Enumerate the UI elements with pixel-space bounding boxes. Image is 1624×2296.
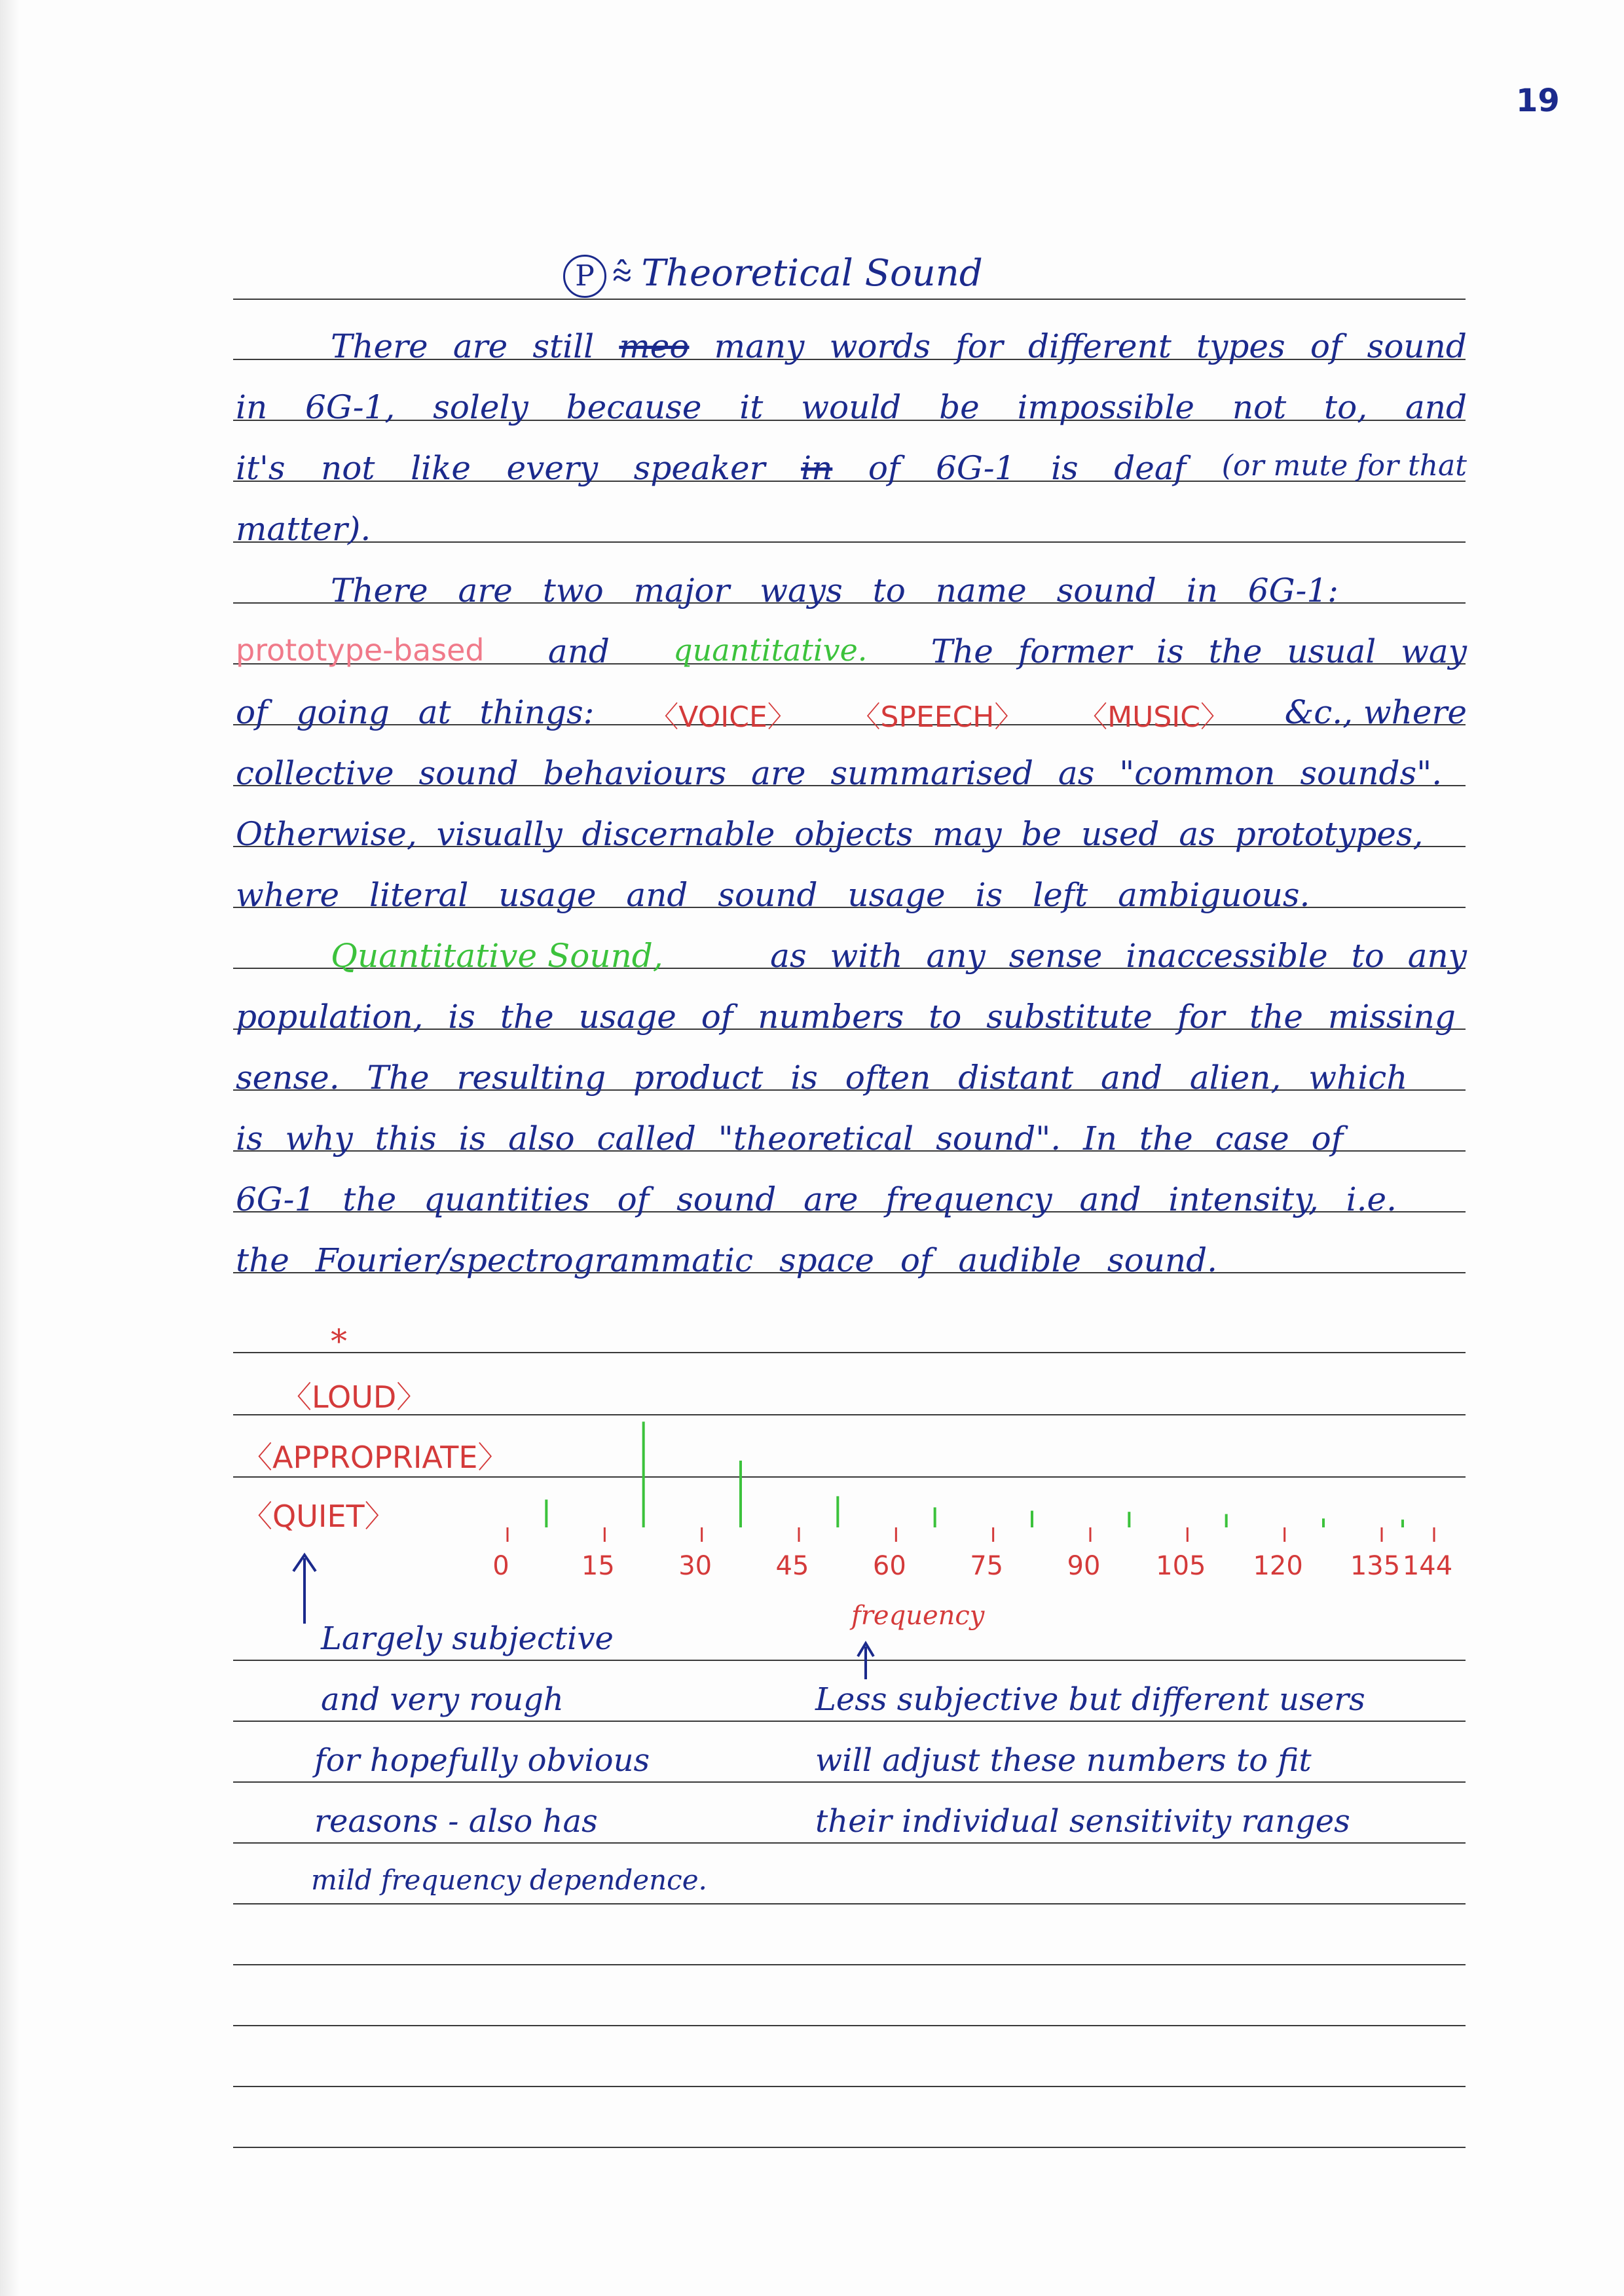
word: for: [955, 327, 1003, 365]
tick-label: 135: [1350, 1551, 1401, 1581]
p3-line-2-text: population, is the usage of numbers to substitute for the missing: [236, 998, 1456, 1036]
ruled-line: [233, 1352, 1466, 1353]
page-number: 19: [1516, 82, 1560, 119]
p3-line-1: [331, 937, 1467, 975]
p2-line-4-text: collective sound behaviours are summarised as "common sounds".: [236, 754, 1443, 792]
p3-line-6: [236, 1241, 1467, 1279]
level-appropriate: 〈APPROPRIATE〉: [242, 1440, 508, 1475]
struck-word: meo: [619, 327, 690, 365]
p3-line-3-text: sense. The resulting product is often distant and alien, which: [236, 1059, 1408, 1097]
word: sound: [1367, 327, 1467, 365]
scan-shadow: [0, 0, 20, 2296]
word: every: [506, 449, 599, 487]
word: (or mute for that: [1221, 449, 1467, 483]
tag-voice: 〈VOICE〉: [650, 701, 796, 734]
word: and: [1405, 388, 1467, 426]
ruled-line: [233, 2086, 1466, 2087]
word: it: [739, 388, 764, 426]
tick-label: 90: [1067, 1551, 1101, 1581]
ruled-line: [233, 1964, 1466, 1965]
word: 6G-1,: [305, 388, 396, 426]
word: still: [532, 327, 595, 365]
p2-line-5-text: Otherwise, visually discernable objects may be used as prototypes,: [236, 815, 1424, 853]
tick-label: 15: [581, 1551, 615, 1581]
p2-line-5: [236, 815, 1467, 853]
p1-line-3: [236, 449, 1467, 487]
ruled-line: [233, 1721, 1466, 1722]
ruled-line: [233, 2147, 1466, 2148]
word: impossible: [1017, 388, 1194, 426]
p2-line-6: [236, 876, 1467, 914]
p3-line-4-text: is why this is also called "theoretical sound". In the case of: [236, 1120, 1344, 1157]
left-note-line-5: mild frequency dependence.: [311, 1864, 707, 1896]
ruled-line: [233, 299, 1466, 300]
word: and: [547, 632, 610, 670]
asterisk-mark: *: [331, 1322, 347, 1360]
levels-arrow-head: [293, 1555, 316, 1571]
word: are: [452, 327, 508, 365]
term-quantitative: quantitative.: [673, 632, 868, 668]
section-marker-triangle: ⩯: [612, 253, 633, 294]
p3-line-4: [236, 1120, 1467, 1157]
level-loud: 〈LOUD〉: [282, 1379, 427, 1415]
p2-line-3: [236, 693, 1467, 735]
word: not: [1232, 388, 1287, 426]
word: deaf: [1114, 449, 1187, 487]
right-note-line-3: their individual sensitivity ranges: [815, 1803, 1350, 1840]
tick-label: 144: [1402, 1551, 1453, 1581]
ruled-line: [233, 1660, 1466, 1661]
p3-line-2: [236, 998, 1467, 1036]
ruled-line: [233, 2025, 1466, 2026]
word: not: [321, 449, 375, 487]
word: to,: [1324, 388, 1368, 426]
word: of: [1310, 327, 1342, 365]
axis-label-frequency: frequency: [851, 1601, 985, 1631]
tick-label: 30: [678, 1551, 712, 1581]
struck-word: in: [801, 449, 833, 487]
title-text: Theoretical Sound: [641, 252, 983, 295]
left-note-line-1: Largely subjective: [321, 1620, 614, 1657]
level-quiet: 〈QUIET〉: [242, 1499, 395, 1534]
word: 6G-1: [936, 449, 1016, 487]
ruled-line: [233, 1903, 1466, 1904]
p2-line-1: [331, 572, 1467, 610]
p2-line-1-text: There are two major ways to name sound in 6G-1:: [331, 572, 1339, 610]
p3-line-3: [236, 1059, 1467, 1097]
p1-line-4: [236, 510, 1467, 548]
p3-line-5: [236, 1180, 1467, 1218]
word: types: [1196, 327, 1285, 365]
term-quantitative-sound: Quantitative Sound,: [331, 937, 663, 975]
word: is: [1051, 449, 1079, 487]
tag-music: 〈MUSIC〉: [1079, 701, 1229, 734]
word: like: [411, 449, 471, 487]
word: solely: [433, 388, 528, 426]
p3-line-5-text: 6G-1 the quantities of sound are frequency and intensity, i.e.: [236, 1180, 1397, 1218]
word: speaker: [633, 449, 766, 487]
tick-label: 60: [872, 1551, 906, 1581]
tick-label: 120: [1253, 1551, 1303, 1581]
p2-line-2: [236, 632, 1467, 670]
p3-line-6-text: the Fourier/spectrogrammatic space of audible sound.: [236, 1241, 1217, 1279]
word: different: [1027, 327, 1172, 365]
tick-label: 45: [775, 1551, 809, 1581]
ruled-line: [233, 1781, 1466, 1783]
word: because: [566, 388, 702, 426]
word: There: [331, 327, 428, 365]
tick-label: 0: [492, 1551, 509, 1581]
p2-line-4: [236, 754, 1467, 792]
tick-label: 75: [970, 1551, 1004, 1581]
p2-line-2-rest: The former is the usual way: [931, 632, 1467, 670]
word: would: [801, 388, 902, 426]
left-note-line-4: reasons - also has: [314, 1803, 598, 1840]
word: words: [829, 327, 931, 365]
tick-label: 105: [1156, 1551, 1206, 1581]
word: of: [868, 449, 900, 487]
p1-line-2: [236, 388, 1467, 426]
word: in: [236, 388, 268, 426]
left-note-line-2: and very rough: [321, 1681, 564, 1718]
p2-line-3-start: of going at things:: [236, 693, 595, 731]
right-note-line-2: will adjust these numbers to fit: [815, 1742, 1312, 1779]
word: be: [939, 388, 980, 426]
ruled-line: [233, 1842, 1466, 1844]
p2-line-3-end: &c., where: [1284, 693, 1467, 731]
p3-line-1-rest: as with any sense inaccessible to any: [770, 937, 1467, 975]
word: matter).: [236, 510, 371, 548]
page-title: [563, 252, 983, 298]
right-note-line-1: Less subjective but different users: [815, 1681, 1365, 1718]
left-note-line-3: for hopefully obvious: [314, 1742, 650, 1779]
p1-line-1: [331, 327, 1467, 365]
p2-line-6-text: where literal usage and sound usage is left ambiguous.: [236, 876, 1310, 914]
word: many: [714, 327, 805, 365]
section-marker-circle: P: [563, 255, 606, 298]
tag-speech: 〈SPEECH〉: [851, 701, 1024, 734]
frequency-arrow-head: [858, 1643, 874, 1656]
word: it's: [236, 449, 286, 487]
term-prototype-based: prototype-based: [236, 632, 485, 668]
